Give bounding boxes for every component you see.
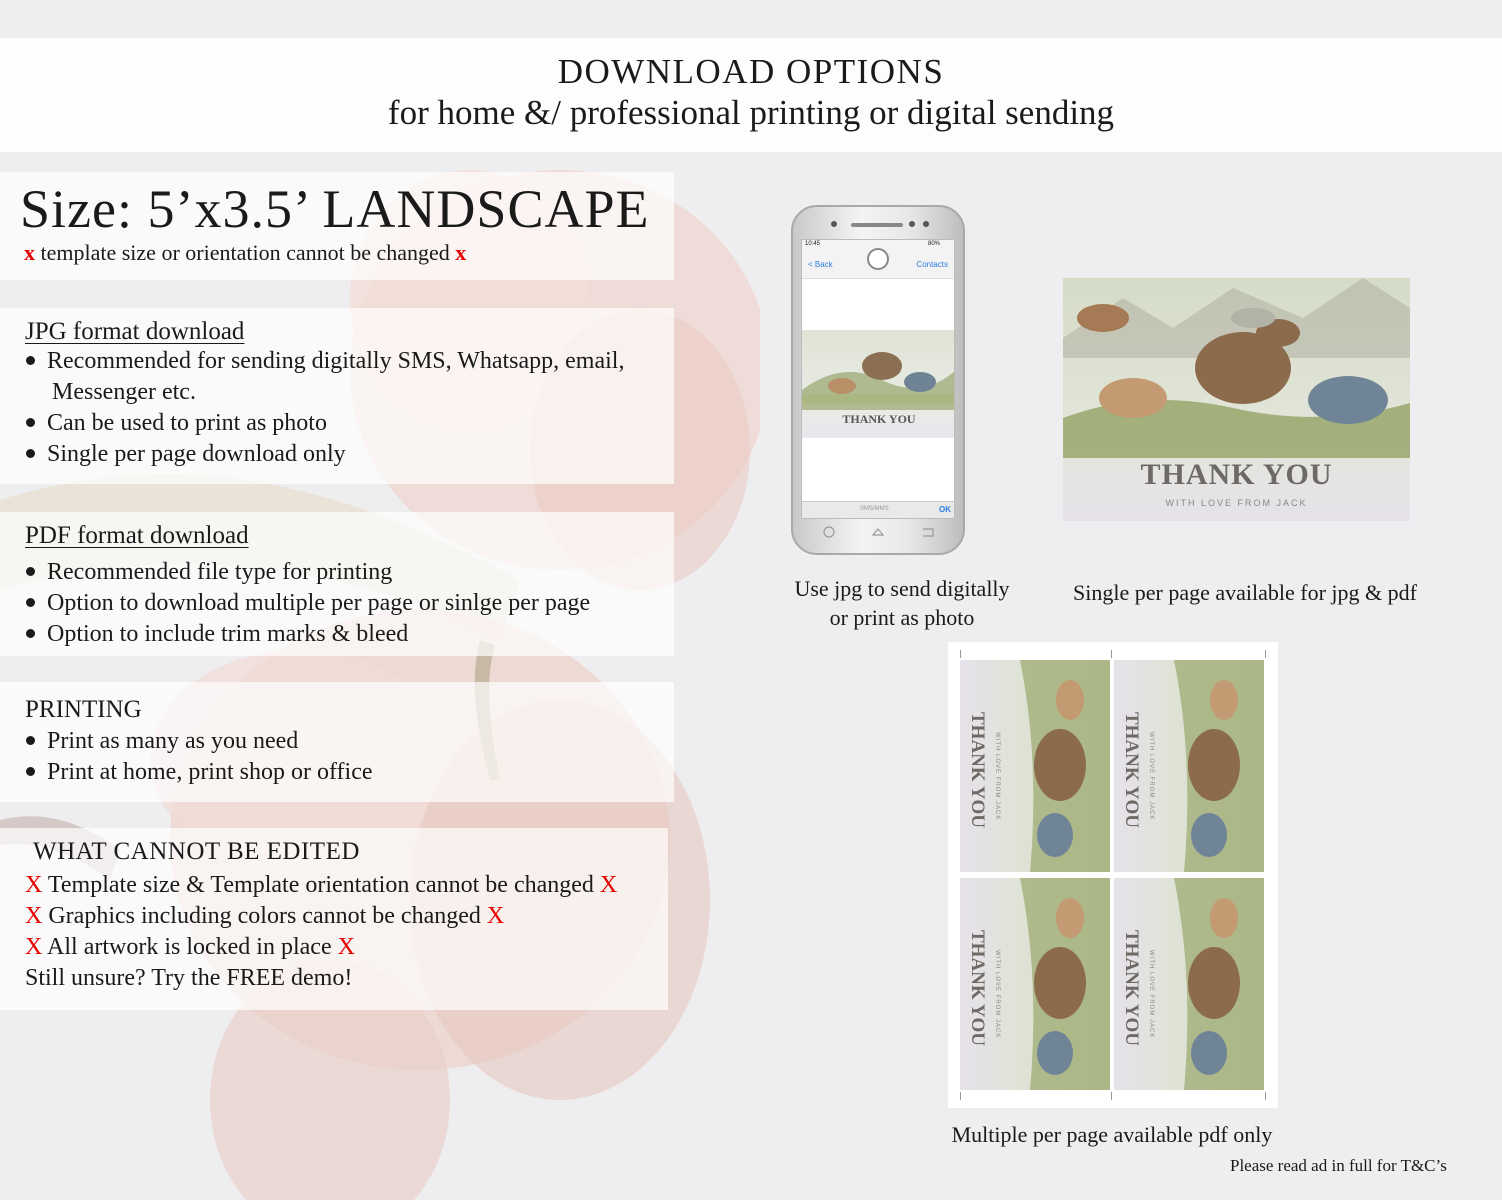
bullet-icon	[26, 736, 35, 745]
phone-sensor-icon	[923, 221, 929, 227]
phone-sensor-icon	[909, 221, 915, 227]
phone-battery: 80%	[927, 241, 940, 247]
jpg-bullet-1-cont: Messenger etc.	[52, 379, 196, 405]
jpg-bullet-1	[26, 348, 624, 375]
tile-subtitle: WITH LOVE FROM JACK	[994, 950, 1000, 1039]
x-mark-icon: X	[25, 903, 43, 929]
jpg-bullet-3-text: Single per page download only	[47, 441, 346, 467]
trim-mark	[1265, 1092, 1266, 1100]
cannot-edit-line-1	[25, 872, 617, 899]
sms-input-placeholder: SMS/MMS	[860, 506, 889, 512]
bullet-icon	[26, 598, 35, 607]
phone-time: 10:45	[805, 241, 821, 247]
page-subtitle: for home &/ professional printing or digital sending	[387, 93, 1115, 132]
jpg-bullet-2	[26, 410, 327, 437]
card-tile	[1114, 660, 1264, 872]
bullet-icon	[26, 767, 35, 776]
size-note	[24, 240, 466, 266]
phone-message-bar	[802, 501, 954, 518]
jpg-panel	[0, 308, 674, 484]
phone-nav-buttons	[801, 521, 955, 543]
x-mark-icon: x	[24, 240, 35, 265]
card-tile	[1114, 878, 1264, 1090]
trim-mark	[1265, 650, 1266, 658]
x-mark-icon: X	[337, 934, 355, 960]
pdf-bullet-2-text: Option to download multiple per page or sinlge per page	[47, 590, 591, 616]
bullet-icon	[26, 356, 35, 365]
free-demo-line: Still unsure? Try the FREE demo!	[25, 965, 353, 991]
phone-caption-line-2: or print as photo	[829, 605, 975, 630]
trim-mark	[960, 1092, 961, 1100]
printing-bullet-2	[26, 759, 373, 786]
phone-speaker	[851, 223, 903, 227]
multiple-caption: Multiple per page available pdf only	[951, 1122, 1273, 1147]
tile-subtitle: WITH LOVE FROM JACK	[1148, 950, 1154, 1039]
ok-button: OK	[939, 505, 951, 514]
phone-card-preview	[802, 330, 955, 438]
size-title: Size: 5’x3.5’ LANDSCAPE	[20, 179, 650, 239]
printing-title: PRINTING	[25, 696, 142, 723]
pdf-bullet-2	[26, 590, 590, 617]
printing-bullet-1-text: Print as many as you need	[47, 728, 299, 754]
phone-back-button: < Back	[808, 260, 833, 269]
pdf-bullet-1-text: Recommended file type for printing	[47, 559, 393, 585]
dinosaur-illustration-icon	[802, 330, 955, 410]
printing-panel	[0, 682, 674, 802]
phone-camera-icon	[831, 221, 837, 227]
phone-caption	[782, 574, 1022, 632]
tile-subtitle: WITH LOVE FROM JACK	[994, 732, 1000, 821]
jpg-title: JPG format download	[25, 318, 245, 345]
trim-mark	[960, 650, 961, 658]
phone-contacts-button: Contacts	[916, 260, 948, 269]
tile-title: THANK YOU	[967, 712, 988, 828]
pdf-bullet-3	[26, 621, 408, 648]
card-tile	[960, 660, 1110, 872]
bullet-icon	[26, 449, 35, 458]
jpg-bullet-3	[26, 441, 346, 468]
printing-bullet-1	[26, 728, 298, 755]
flower-background	[0, 120, 760, 1200]
pdf-panel	[0, 512, 674, 656]
x-mark-icon: X	[25, 934, 43, 960]
tile-title: THANK YOU	[1121, 712, 1142, 828]
x-mark-icon: x	[455, 240, 467, 265]
tile-title: THANK YOU	[967, 930, 988, 1046]
x-mark-icon: X	[599, 872, 618, 898]
phone-screen	[801, 239, 955, 519]
pdf-bullet-3-text: Option to include trim marks & bleed	[47, 621, 409, 647]
cannot-edit-line-2	[25, 903, 504, 930]
single-caption: Single per page available for jpg & pdf	[1073, 580, 1417, 605]
pdf-title: PDF format download	[25, 522, 249, 549]
terms-footnote: Please read ad in full for T&C’s	[1230, 1156, 1447, 1175]
card-tile	[960, 878, 1110, 1090]
contact-avatar-icon	[867, 248, 889, 270]
pdf-bullet-1	[26, 559, 392, 586]
cannot-edit-line-1-text: Template size & Template orientation cannot be changed	[42, 872, 600, 898]
cannot-edit-line-3	[25, 934, 355, 961]
size-panel	[0, 172, 674, 280]
phone-caption-line-1: Use jpg to send digitally	[794, 576, 1010, 601]
tile-subtitle: WITH LOVE FROM JACK	[1148, 732, 1154, 821]
single-card-preview	[1063, 278, 1410, 521]
bullet-icon	[26, 418, 35, 427]
x-mark-icon: X	[486, 903, 505, 929]
header-banner	[0, 38, 1502, 152]
phone-mockup	[791, 205, 965, 555]
cannot-edit-line-2-text: Graphics including colors cannot be changed	[42, 903, 487, 929]
trim-mark	[1111, 1092, 1112, 1100]
card-subtitle: WITH LOVE FROM JACK	[1165, 498, 1308, 508]
trim-mark	[1111, 650, 1112, 658]
phone-card-title: THANK YOU	[842, 412, 916, 426]
page-title: DOWNLOAD OPTIONS	[557, 52, 945, 91]
cannot-edit-line-3-text: All artwork is locked in place	[42, 934, 338, 960]
cannot-edit-panel	[0, 828, 668, 1010]
size-note-text: template size or orientation cannot be changed	[35, 240, 456, 265]
bullet-icon	[26, 567, 35, 576]
bullet-icon	[26, 629, 35, 638]
jpg-bullet-2-text: Can be used to print as photo	[47, 410, 327, 436]
dinosaur-illustration-icon	[1063, 278, 1410, 458]
jpg-bullet-1-text: Recommended for sending digitally SMS, Whatsapp, email,	[47, 348, 625, 374]
printing-bullet-2-text: Print at home, print shop or office	[47, 759, 373, 785]
card-title: THANK YOU	[1140, 458, 1333, 491]
multi-per-page-sheet	[948, 642, 1278, 1108]
cannot-edit-title: WHAT CANNOT BE EDITED	[33, 838, 360, 865]
x-mark-icon: X	[25, 872, 43, 898]
tile-title: THANK YOU	[1121, 930, 1142, 1046]
